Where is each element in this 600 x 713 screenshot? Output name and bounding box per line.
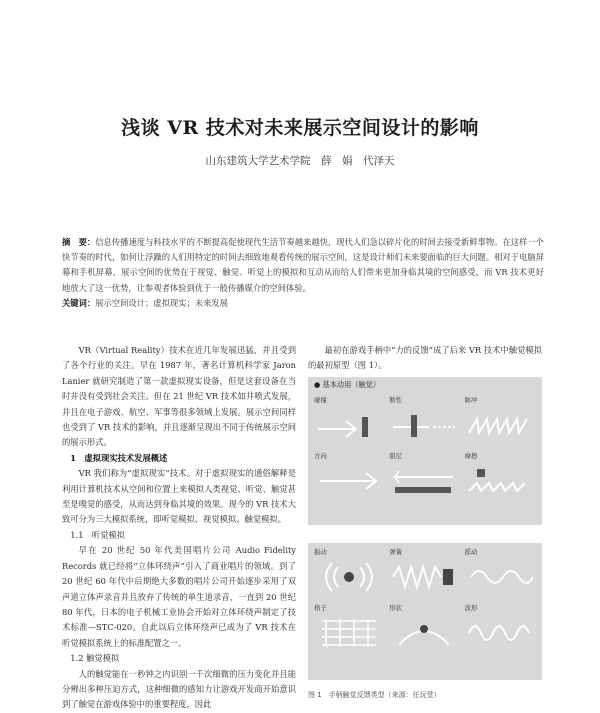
keywords-text: 展示空间设计；虚拟现实；未来发展	[95, 297, 228, 308]
cell-label: 形状	[389, 604, 403, 612]
paragraph: 最初在游戏手柄中“力的反馈”成了后来 VR 技术中触觉模拟的最初原型（图 1）。	[308, 345, 542, 371]
cell-label: 格子	[314, 604, 327, 612]
paragraph: VR 我们称为“虚拟现实”技术。对于虚拟现实的通俗解释是利用计算机技术从空间和位置上来模拟人类视觉、听觉、触觉甚至是嗅觉的感受，从而达到身临其境的效果。现今的 VR 技术大致可分为三大模拟系统，即听觉模拟、视觉模拟、触觉模拟。	[62, 468, 296, 525]
collision-icon	[316, 409, 382, 441]
keywords-label: 关键词：	[62, 297, 96, 308]
paragraph: VR（Virtual Reality）技术在近几年发展迅猛，并且受到了各个行业的关注。早在 1987 年，著名计算机科学家 Jaron Lanier 就研究制造了第一款虚拟现实设备，但是这套设备在当时并没有受到社会关注。但在 21 世纪 VR 技术如井喷式发展，并且在电子游戏、航空、军事等很多领域上发展。展示空间同样也受到了 VR 技术的影响，并且逐渐呈现出不同于传统展示空间的展示形式。	[62, 345, 296, 448]
friction-icon	[467, 465, 533, 497]
section-heading: 1 虚拟现实技术发展概述	[70, 452, 168, 463]
cell-label: 摇动	[464, 548, 478, 556]
subsection-heading: 1.2 触觉模拟	[70, 653, 120, 664]
spring-icon	[391, 561, 457, 593]
right-column	[308, 343, 542, 374]
figure-cell	[389, 395, 460, 447]
pulse-icon	[467, 409, 533, 441]
paragraph: 人的触觉能在一秒钟之内识别一千次细微的压力变化并且能分辨出多种压迫方式，这种细微的感知力让游戏开发商开始意识到了触觉在游戏体验中的重要程度，因此	[62, 668, 296, 710]
figure-cell	[465, 395, 536, 447]
figure-cell	[389, 547, 460, 599]
figure-cell	[389, 603, 460, 655]
waveform-icon	[467, 617, 533, 649]
figure-cell	[465, 547, 536, 599]
subsection-heading: 1.1 听觉模拟	[70, 529, 125, 540]
cell-label: 方向	[314, 452, 327, 460]
figure-cell	[314, 603, 385, 655]
cell-label: 振动	[314, 548, 327, 556]
article-authors: 山东建筑大学艺术学院 薛 娟 代泽天	[205, 155, 395, 167]
break-icon	[391, 409, 457, 441]
abstract	[62, 235, 544, 311]
figure-cell	[465, 603, 536, 655]
grid-icon	[316, 617, 382, 649]
abstract-label: 摘 要：	[62, 237, 96, 247]
cell-label: 弹簧	[389, 548, 403, 556]
abstract-text: 信息传播速度与科技水平的不断提高促使现代生活节奏越来越快，现代人们急以碎片化的时间去接受新鲜事物。在这样一个快节奏的时代，如何让浮躁的人们用特定的时间去细致地观看传统的展示空间，这是设计师们未来要面临的巨大问题。相对于电脑屏幕和手机屏幕，展示空间的优势在于视觉、触觉、听觉上的模拟和互动从而给人们带来更加身临其境的空间感受，而 VR 技术更好地放大了这一优势，让参观者体验到优于一般传播媒介的空间体验。	[62, 237, 544, 293]
damping-icon	[391, 465, 457, 497]
figure-bottom-panel	[308, 543, 542, 680]
direction-icon	[316, 465, 382, 497]
figure-top-panel	[308, 377, 542, 525]
cell-label: 断性	[389, 396, 403, 404]
figure-cell	[314, 547, 385, 599]
paragraph: 早在 20 世纪 50 年代美国唱片公司 Audio Fidelity Records 就已经将“立体环绕声”引入了商业唱片的领域。到了 20 世纪 60 年代中后期绝大多数的唱片公司开始逐步采用了双声道立体声录音并且放弃了传统的单生道录音，一直到 20 世纪 80 年代，日本的电子机械工业协会开始对立体环绕声制定了技术标准—STC-020。自此以后立体环绕声已成为了 VR 技术在听觉模拟系统上的标准配置之一。	[62, 545, 296, 648]
figure-caption: 图 1 手柄触觉反馈类型（来源：任玩堂）	[308, 691, 441, 699]
cell-label: 脉冲	[464, 396, 478, 404]
shape-icon	[391, 617, 457, 649]
figure-heading: ● 基本动用（触觉）	[314, 380, 381, 389]
cell-label: 碰撞	[314, 396, 327, 404]
cell-label: 摩擦	[464, 452, 478, 460]
vibration-icon	[316, 561, 382, 593]
cell-label: 阻尼	[389, 452, 403, 460]
sway-icon	[467, 561, 533, 593]
figure-cell	[465, 451, 536, 503]
article-title: 浅谈 VR 技术对未来展示空间设计的影响	[121, 117, 479, 139]
figure-cell	[314, 451, 385, 503]
figure-cell	[389, 451, 460, 503]
left-column	[62, 343, 296, 713]
cell-label: 波形	[464, 604, 478, 612]
figure-cell	[314, 395, 385, 447]
